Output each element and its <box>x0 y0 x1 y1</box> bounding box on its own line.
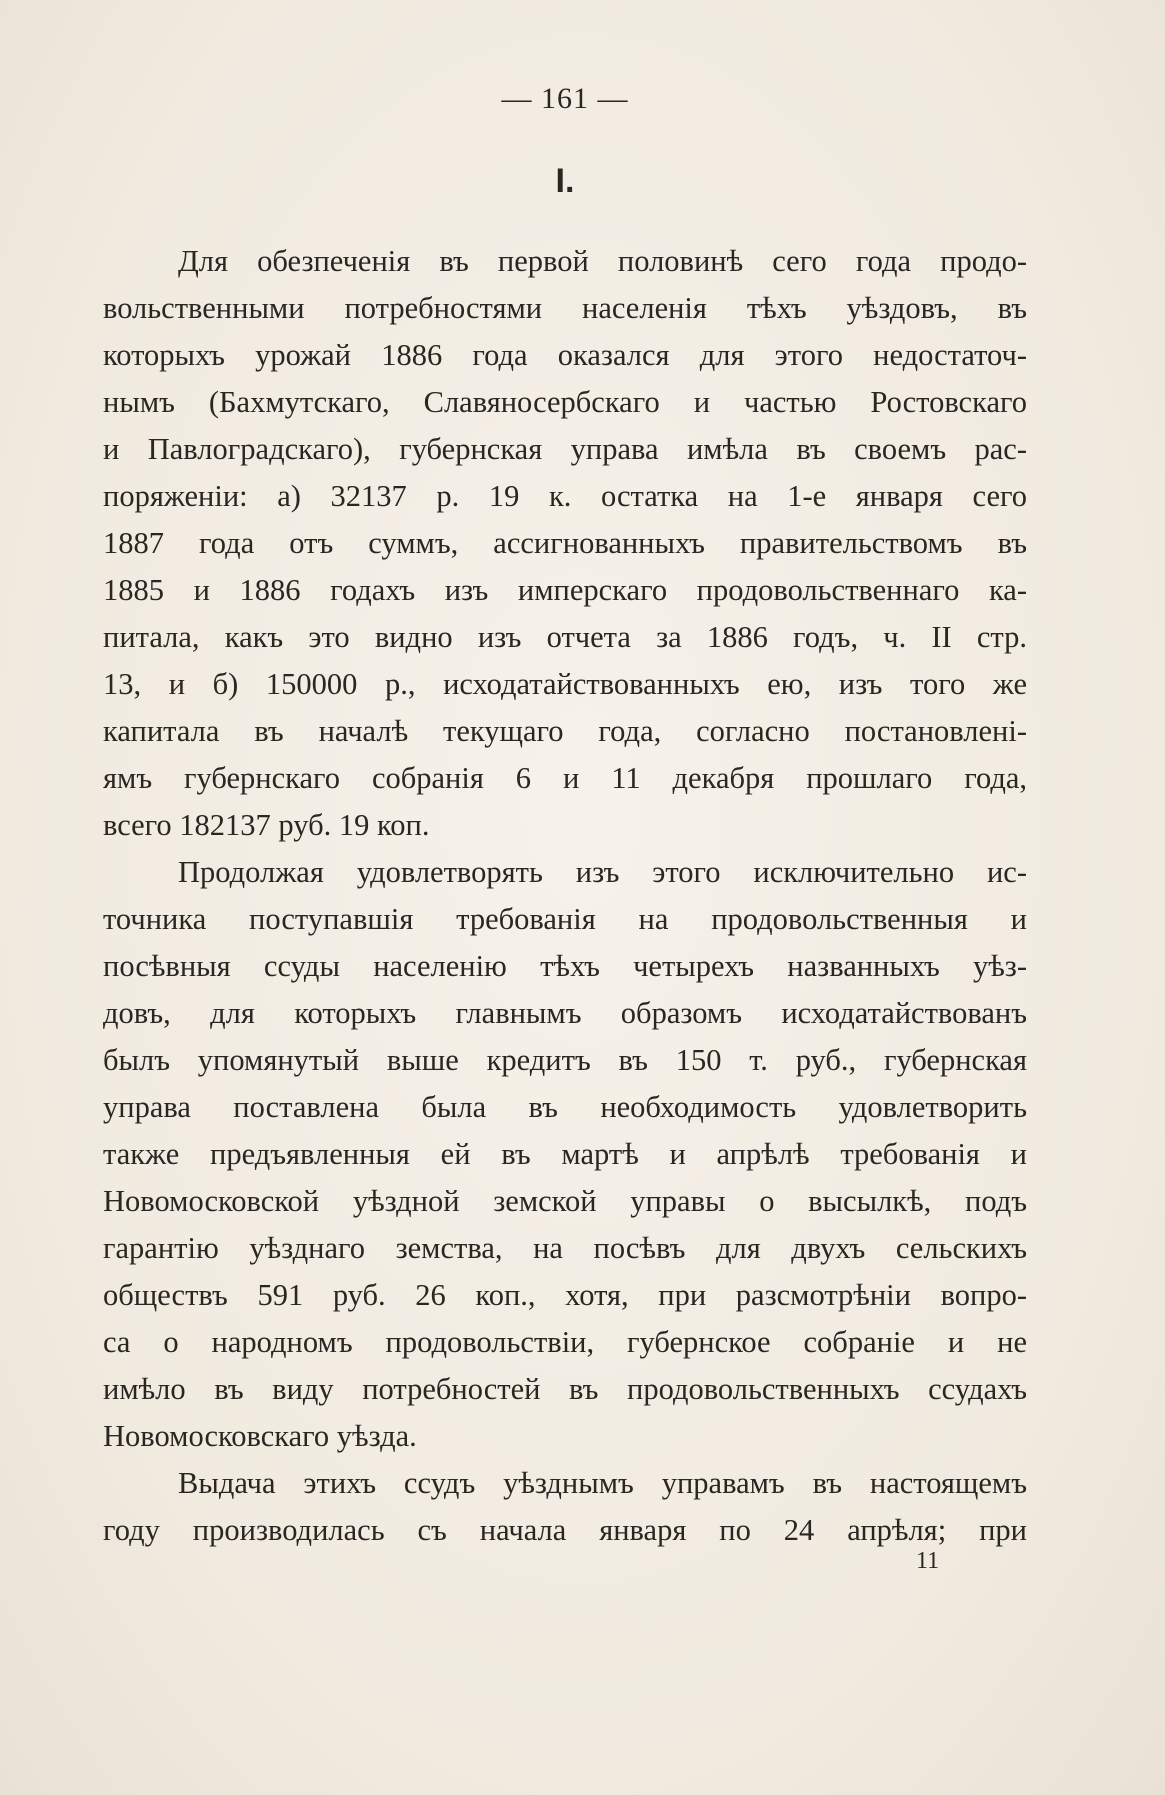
text-line: са о народномъ продовольствіи, губернское собраніе и не <box>103 1325 1027 1359</box>
text-line: Продолжая удовлетворять изъ этого исключительно ис- <box>178 855 1027 889</box>
text-line: вольственными потребностями населенія тѣхъ уѣздовъ, въ <box>103 291 1027 325</box>
text-line: Новомосковской уѣздной земской управы о высылкѣ, подъ <box>103 1184 1027 1218</box>
text-line: 1887 года отъ суммъ, ассигнованныхъ правительствомъ въ <box>103 526 1027 560</box>
paragraph-1 <box>103 238 1027 849</box>
text-line: которыхъ урожай 1886 года оказался для этого недостаточ- <box>103 338 1027 372</box>
text-line: Выдача этихъ ссудъ уѣзднымъ управамъ въ настоящемъ <box>178 1466 1027 1500</box>
text-line: имѣло въ виду потребностей въ продовольственныхъ ссудахъ <box>103 1372 1027 1406</box>
text-line: посѣвныя ссуды населенію тѣхъ четырехъ названныхъ уѣз- <box>103 949 1027 983</box>
text-line: 13, и б) 150000 р., исходатайствованныхъ ею, изъ того же <box>103 667 1027 701</box>
text-line: ямъ губернскаго собранія 6 и 11 декабря прошлаго года, <box>103 761 1027 795</box>
text-line: году производилась съ начала января по 24 апрѣля; при <box>103 1513 1027 1547</box>
text-line: питала, какъ это видно изъ отчета за 1886 годъ, ч. II стр. <box>103 620 1027 654</box>
text-line: нымъ (Бахмутскаго, Славяносербскаго и частью Ростовскаго <box>103 385 1027 419</box>
text-line: управа поставлена была въ необходимость удовлетворить <box>103 1090 1027 1124</box>
section-heading: I. <box>555 162 575 200</box>
text-line: 1885 и 1886 годахъ изъ имперскаго продовольственнаго ка- <box>103 573 1027 607</box>
text-line: поряженіи: а) 32137 р. 19 к. остатка на 1-е января сего <box>103 479 1027 513</box>
page-number: — 161 — <box>501 82 629 115</box>
text-line: обществъ 591 руб. 26 коп., хотя, при разсмотрѣніи вопро- <box>103 1278 1027 1312</box>
text-line: также предъявленныя ей въ мартѣ и апрѣлѣ требованія и <box>103 1137 1027 1171</box>
paragraph-3 <box>103 1460 1027 1554</box>
text-line: капитала въ началѣ текущаго года, согласно постановлені- <box>103 714 1027 748</box>
paragraph-2 <box>103 849 1027 1460</box>
text-line: всего 182137 руб. 19 коп. <box>103 808 430 842</box>
text-line: довъ, для которыхъ главнымъ образомъ исходатайствованъ <box>103 996 1027 1030</box>
text-line: былъ упомянутый выше кредитъ въ 150 т. руб., губернская <box>103 1043 1027 1077</box>
text-line: Новомосковскаго уѣзда. <box>103 1419 417 1453</box>
text-line: Для обезпеченія въ первой половинѣ сего года продо- <box>178 244 1027 278</box>
body-text <box>103 238 1027 1554</box>
text-line: точника поступавшія требованія на продовольственныя и <box>103 902 1027 936</box>
text-line: гарантію уѣзднаго земства, на посѣвъ для двухъ сельскихъ <box>103 1231 1027 1265</box>
signature-mark: 11 <box>916 1548 940 1574</box>
text-line: и Павлоградскаго), губернская управа имѣла въ своемъ рас- <box>103 432 1027 466</box>
